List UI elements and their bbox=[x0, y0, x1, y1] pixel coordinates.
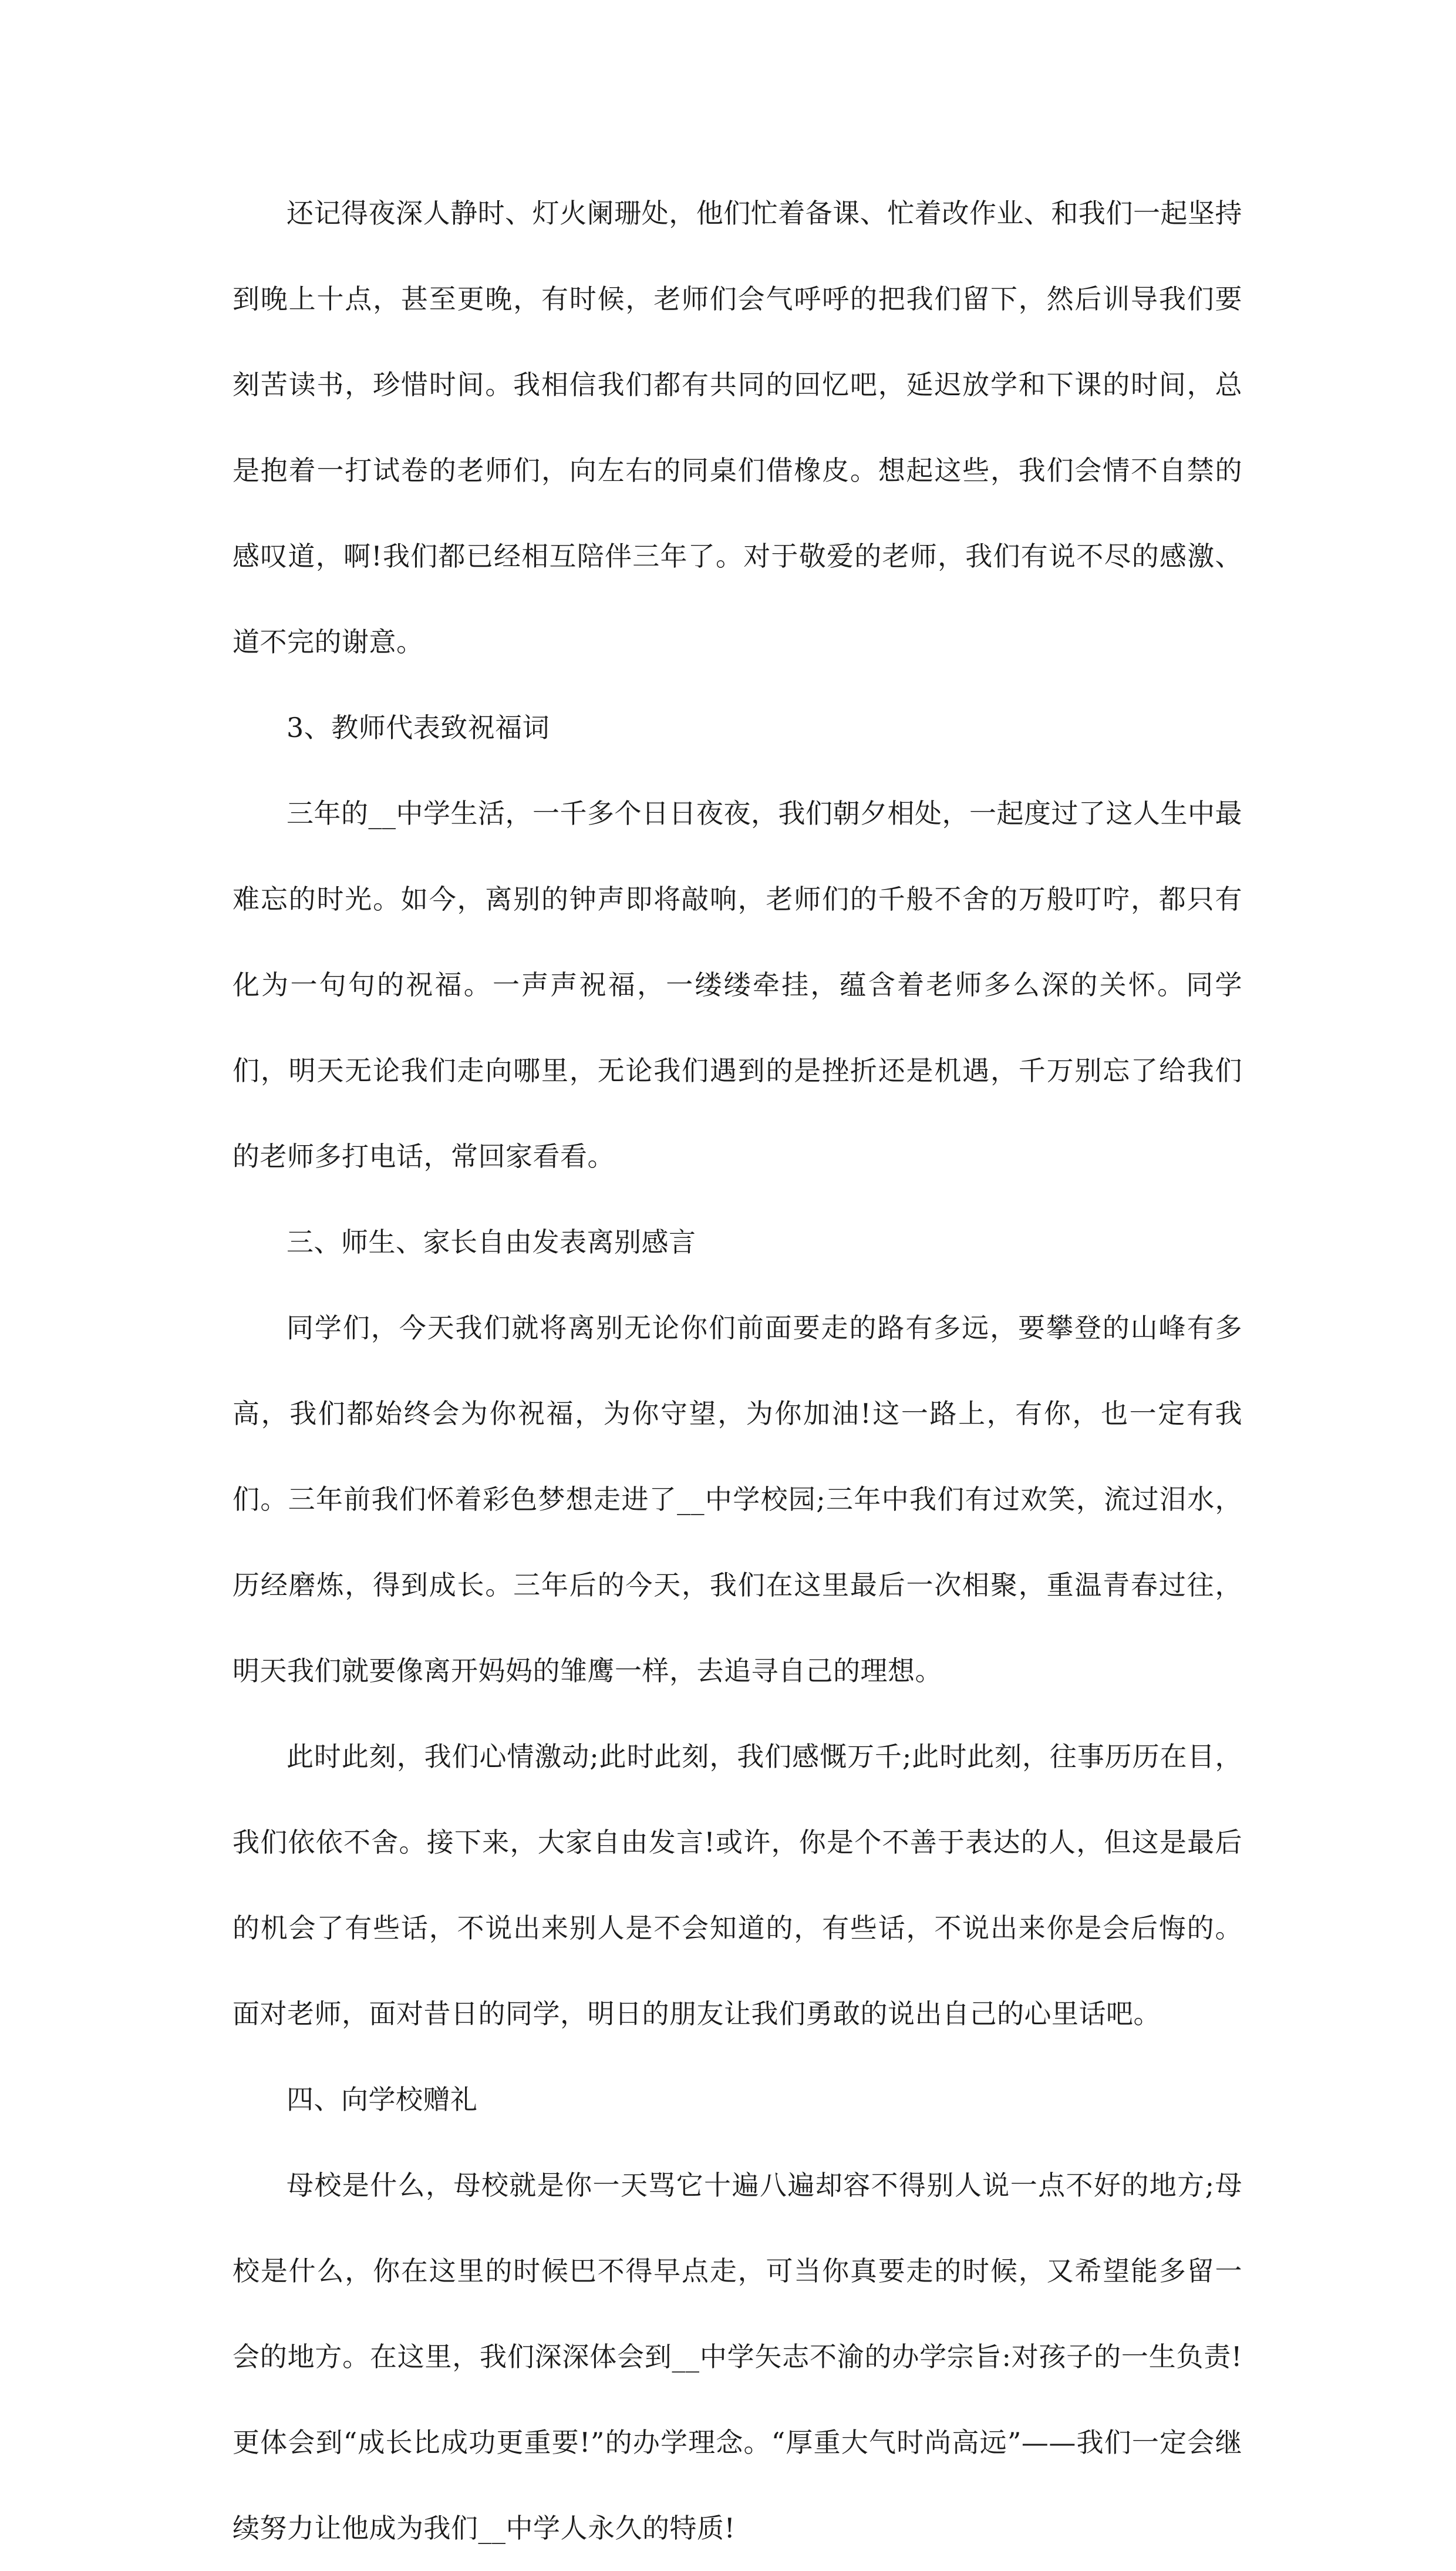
paragraph-three-years: 三年的__中学生活，一千多个日日夜夜，我们朝夕相处，一起度过了这人生中最难忘的时光。如今，离别的钟声即将敲响，老师们的千般不舍的万般叮咛，都只有化为一句句的祝福。一声声祝福，一缕缕牵挂，蕴含着老师多么深的关怀。同学们，明天无论我们走向哪里，无论我们遇到的是挫折还是机遇，千万别忘了给我们的老师多打电话，常回家看看。 bbox=[232, 797, 1242, 1172]
paragraph-alma-mater: 母校是什么，母校就是你一天骂它十遍八遍却容不得别人说一点不好的地方;母校是什么，你在这里的时候巴不得早点走，可当你真要走的时候，又希望能多留一会的地方。在这里，我们深深体会到__中学矢志不渝的办学宗旨:对孩子的一生负责!更体会到“成长比成功更重要!”的办学理念。“厚重大气时尚高远”——我们一定会继续努力让他成为我们__中学人永久的特质! bbox=[232, 2169, 1242, 2544]
heading-teacher-blessing: 3、教师代表致祝福词 bbox=[287, 712, 550, 743]
paragraph-classmates: 同学们，今天我们就将离别无论你们前面要走的路有多远，要攀登的山峰有多高，我们都始终会为你祝福，为你守望，为你加油!这一路上，有你，也一定有我们。三年前我们怀着彩色梦想走进了__中学校园;三年中我们有过欢笑，流过泪水，历经磨炼，得到成长。三年后的今天，我们在这里最后一次相聚，重温青春过往，明天我们就要像离开妈妈的雏鹰一样，去追寻自己的理想。 bbox=[232, 1312, 1242, 1687]
heading-farewell-speeches: 三、师生、家长自由发表离别感言 bbox=[287, 1226, 696, 1258]
heading-gift-to-school: 四、向学校赠礼 bbox=[287, 2084, 478, 2115]
paragraph-this-moment: 此时此刻，我们心情激动;此时此刻，我们感慨万千;此时此刻，往事历历在目，我们依依不舍。接下来，大家自由发言!或许，你是个不善于表达的人，但这是最后的机会了有些话，不说出来别人是不会知道的，有些话，不说出来你是会后悔的。面对老师，面对昔日的同学，明日的朋友让我们勇敢的说出自己的心里话吧。 bbox=[232, 1741, 1242, 2030]
paragraph-teachers-memories: 还记得夜深人静时、灯火阑珊处，他们忙着备课、忙着改作业、和我们一起坚持到晚上十点，甚至更晚，有时候，老师们会气呼呼的把我们留下，然后训导我们要刻苦读书，珍惜时间。我相信我们都有共同的回忆吧，延迟放学和下课的时间，总是抱着一打试卷的老师们，向左右的同桌们借橡皮。想起这些，我们会情不自禁的感叹道，啊!我们都已经相互陪伴三年了。对于敬爱的老师，我们有说不尽的感激、道不完的谢意。 bbox=[232, 197, 1242, 658]
document-body bbox=[232, 170, 1242, 2571]
